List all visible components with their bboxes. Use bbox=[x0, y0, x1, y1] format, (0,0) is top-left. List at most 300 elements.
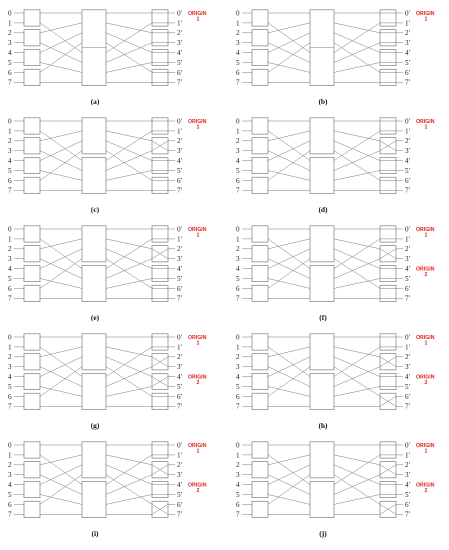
link-wire bbox=[334, 279, 380, 289]
output-label: 3' bbox=[177, 39, 182, 48]
link-wire bbox=[40, 23, 82, 33]
output-label: 6' bbox=[405, 284, 410, 293]
switch-box bbox=[24, 442, 40, 458]
input-label: 0 bbox=[236, 333, 240, 342]
output-label: 1' bbox=[177, 343, 182, 352]
switch-box bbox=[380, 373, 396, 389]
output-label: 5' bbox=[405, 166, 410, 175]
input-label: 4 bbox=[236, 373, 240, 381]
input-label: 7 bbox=[8, 294, 12, 303]
link-wire bbox=[40, 239, 82, 249]
link-wire bbox=[334, 259, 380, 279]
link-wire bbox=[40, 43, 82, 63]
origin-number: 1 bbox=[424, 340, 428, 347]
output-label: 5' bbox=[177, 382, 182, 391]
origin-number: 2 bbox=[424, 272, 428, 279]
switch-box bbox=[152, 30, 168, 46]
link-wire bbox=[40, 141, 82, 161]
origin-label: ORIGIN bbox=[416, 10, 435, 17]
link-wire bbox=[268, 151, 310, 181]
switch-box bbox=[380, 49, 396, 65]
input-label: 3 bbox=[8, 255, 12, 264]
switch-box bbox=[24, 285, 40, 301]
link-wire bbox=[106, 279, 152, 289]
link-wire bbox=[106, 63, 152, 73]
link-wire bbox=[40, 43, 82, 73]
input-label: 2 bbox=[8, 29, 12, 38]
link-wire bbox=[334, 357, 380, 377]
link-wire bbox=[334, 171, 380, 181]
middle-switch-lower bbox=[82, 265, 106, 301]
link-wire bbox=[334, 455, 380, 485]
link-wire bbox=[268, 23, 310, 53]
link-wire bbox=[40, 23, 82, 53]
input-label: 4 bbox=[236, 481, 240, 489]
origin-number: 2 bbox=[196, 488, 200, 495]
link-wire bbox=[268, 475, 310, 495]
switch-box bbox=[24, 393, 40, 409]
input-label: 3 bbox=[236, 471, 240, 480]
output-label: 6' bbox=[177, 500, 182, 509]
link-wire bbox=[268, 63, 310, 73]
output-label: 4' bbox=[177, 157, 182, 165]
output-label: 6' bbox=[405, 68, 410, 77]
switch-box bbox=[380, 177, 396, 193]
input-label: 0 bbox=[236, 441, 240, 450]
link-wire bbox=[268, 43, 310, 63]
switch-box bbox=[152, 177, 168, 193]
link-wire bbox=[106, 239, 152, 249]
origin-label: ORIGIN bbox=[188, 374, 207, 381]
link-wire bbox=[334, 475, 380, 495]
input-label: 3 bbox=[236, 255, 240, 264]
output-label: 0' bbox=[177, 333, 182, 342]
link-wire bbox=[106, 23, 152, 53]
output-label: 0' bbox=[405, 117, 410, 126]
output-label: 6' bbox=[405, 500, 410, 509]
switch-box bbox=[380, 157, 396, 173]
output-label: 4' bbox=[177, 49, 182, 57]
output-label: 6' bbox=[177, 284, 182, 293]
input-label: 2 bbox=[236, 353, 240, 362]
switch-box bbox=[24, 177, 40, 193]
switch-box bbox=[252, 69, 268, 85]
link-wire bbox=[106, 239, 152, 269]
input-label: 7 bbox=[8, 78, 12, 87]
input-label: 4 bbox=[236, 49, 240, 57]
panel-h bbox=[236, 333, 435, 430]
origin-number: 1 bbox=[424, 232, 428, 239]
input-label: 6 bbox=[8, 284, 12, 293]
switch-box bbox=[24, 462, 40, 478]
input-label: 5 bbox=[236, 58, 240, 67]
panel-d bbox=[236, 117, 435, 214]
output-label: 6' bbox=[177, 392, 182, 401]
link-wire bbox=[106, 43, 152, 73]
switch-box bbox=[152, 393, 168, 409]
origin-number: 2 bbox=[196, 380, 200, 387]
output-label: 0' bbox=[405, 333, 410, 342]
panel-a bbox=[8, 9, 207, 106]
switch-box bbox=[24, 138, 40, 154]
output-label: 2' bbox=[177, 461, 182, 470]
switch-box bbox=[152, 226, 168, 242]
switch-box bbox=[252, 118, 268, 134]
output-label: 3' bbox=[405, 147, 410, 156]
switch-box bbox=[152, 265, 168, 281]
output-label: 2' bbox=[405, 245, 410, 254]
output-label: 4' bbox=[405, 49, 410, 57]
link-wire bbox=[334, 141, 380, 161]
input-label: 4 bbox=[236, 157, 240, 165]
output-label: 5' bbox=[405, 490, 410, 499]
switch-box bbox=[24, 10, 40, 26]
output-label: 5' bbox=[177, 166, 182, 175]
input-label: 1 bbox=[236, 127, 240, 136]
input-label: 0 bbox=[8, 9, 12, 18]
switch-box bbox=[252, 354, 268, 370]
link-wire bbox=[268, 455, 310, 485]
input-label: 0 bbox=[236, 117, 240, 126]
link-wire bbox=[40, 455, 82, 465]
origin-label: ORIGIN bbox=[188, 118, 207, 125]
output-label: 2' bbox=[405, 29, 410, 38]
switch-box bbox=[152, 157, 168, 173]
switch-box bbox=[252, 373, 268, 389]
output-label: 0' bbox=[405, 225, 410, 234]
input-label: 5 bbox=[236, 166, 240, 175]
panel-caption: (c) bbox=[90, 205, 100, 214]
switch-box bbox=[252, 285, 268, 301]
switch-box bbox=[380, 334, 396, 350]
output-label: 7' bbox=[177, 186, 182, 195]
link-wire bbox=[106, 367, 152, 397]
input-label: 7 bbox=[236, 402, 240, 411]
link-wire bbox=[334, 259, 380, 289]
input-label: 7 bbox=[236, 186, 240, 195]
output-label: 6' bbox=[405, 392, 410, 401]
link-wire bbox=[268, 279, 310, 289]
link-wire bbox=[334, 43, 380, 63]
switch-box bbox=[380, 10, 396, 26]
link-wire bbox=[334, 495, 380, 505]
link-wire bbox=[268, 347, 310, 357]
output-label: 3' bbox=[177, 363, 182, 372]
middle-switch-upper bbox=[310, 334, 334, 370]
link-wire bbox=[268, 23, 310, 33]
origin-number: 2 bbox=[424, 488, 428, 495]
output-label: 1' bbox=[405, 235, 410, 244]
middle-switch-upper bbox=[82, 118, 106, 154]
input-label: 4 bbox=[8, 157, 12, 165]
input-label: 3 bbox=[236, 39, 240, 48]
origin-label: ORIGIN bbox=[416, 226, 435, 233]
origin-number: 1 bbox=[196, 340, 200, 347]
switch-box bbox=[380, 285, 396, 301]
switch-box bbox=[252, 10, 268, 26]
switch-box bbox=[24, 118, 40, 134]
switch-box bbox=[152, 69, 168, 85]
panel-caption: (h) bbox=[318, 421, 328, 430]
middle-switch-upper bbox=[82, 226, 106, 262]
input-label: 5 bbox=[8, 58, 12, 67]
output-label: 2' bbox=[177, 137, 182, 146]
link-wire bbox=[106, 475, 152, 495]
input-label: 1 bbox=[8, 127, 12, 136]
link-wire bbox=[106, 249, 152, 269]
panel-j bbox=[236, 441, 435, 538]
link-wire bbox=[40, 131, 82, 161]
middle-switch-lower bbox=[82, 481, 106, 517]
link-wire bbox=[334, 23, 380, 33]
switch-box bbox=[252, 265, 268, 281]
middle-switch-lower bbox=[310, 373, 334, 409]
link-wire bbox=[268, 151, 310, 171]
output-label: 2' bbox=[177, 29, 182, 38]
output-label: 5' bbox=[405, 382, 410, 391]
link-wire bbox=[334, 131, 380, 161]
output-label: 3' bbox=[405, 471, 410, 480]
input-label: 1 bbox=[236, 451, 240, 460]
output-label: 2' bbox=[405, 353, 410, 362]
output-label: 2' bbox=[405, 137, 410, 146]
input-label: 1 bbox=[8, 451, 12, 460]
panel-caption: (e) bbox=[90, 313, 100, 322]
input-label: 6 bbox=[8, 500, 12, 509]
output-label: 0' bbox=[177, 117, 182, 126]
output-label: 3' bbox=[177, 147, 182, 156]
input-label: 3 bbox=[236, 363, 240, 372]
panel-f bbox=[236, 225, 435, 322]
output-label: 4' bbox=[405, 265, 410, 273]
switch-box bbox=[152, 10, 168, 26]
output-label: 7' bbox=[177, 510, 182, 519]
output-label: 0' bbox=[177, 441, 182, 450]
input-label: 2 bbox=[8, 245, 12, 254]
switch-box bbox=[380, 442, 396, 458]
input-label: 3 bbox=[8, 363, 12, 372]
switch-box bbox=[380, 69, 396, 85]
panel-caption: (i) bbox=[91, 529, 99, 538]
input-label: 6 bbox=[236, 284, 240, 293]
output-label: 4' bbox=[405, 157, 410, 165]
switch-box bbox=[24, 49, 40, 65]
link-wire bbox=[268, 43, 310, 73]
input-label: 5 bbox=[8, 490, 12, 499]
link-wire bbox=[40, 495, 82, 505]
origin-label: ORIGIN bbox=[188, 334, 207, 341]
link-wire bbox=[40, 475, 82, 505]
switch-box bbox=[380, 226, 396, 242]
output-label: 4' bbox=[177, 265, 182, 273]
input-label: 2 bbox=[8, 353, 12, 362]
link-wire bbox=[106, 141, 152, 161]
switch-box bbox=[252, 226, 268, 242]
link-wire bbox=[268, 171, 310, 181]
input-label: 4 bbox=[8, 49, 12, 57]
input-label: 1 bbox=[236, 343, 240, 352]
output-label: 5' bbox=[405, 58, 410, 67]
link-wire bbox=[334, 455, 380, 465]
switch-box bbox=[252, 138, 268, 154]
output-label: 0' bbox=[177, 9, 182, 18]
input-label: 7 bbox=[236, 510, 240, 519]
input-label: 3 bbox=[8, 471, 12, 480]
link-wire bbox=[106, 131, 152, 141]
middle-switch-lower bbox=[310, 157, 334, 193]
link-wire bbox=[106, 43, 152, 63]
output-label: 3' bbox=[405, 255, 410, 264]
output-label: 1' bbox=[405, 127, 410, 136]
switch-box bbox=[152, 442, 168, 458]
output-label: 7' bbox=[177, 294, 182, 303]
input-label: 2 bbox=[236, 29, 240, 38]
input-label: 6 bbox=[8, 68, 12, 77]
switch-box bbox=[252, 501, 268, 517]
link-wire bbox=[268, 141, 310, 161]
link-wire bbox=[334, 33, 380, 53]
link-wire bbox=[106, 151, 152, 181]
link-wire bbox=[106, 23, 152, 33]
input-label: 5 bbox=[236, 274, 240, 283]
output-label: 4' bbox=[405, 373, 410, 381]
middle-switch-lower bbox=[310, 481, 334, 517]
origin-label: ORIGIN bbox=[188, 442, 207, 449]
input-label: 3 bbox=[236, 147, 240, 156]
switch-box bbox=[252, 462, 268, 478]
output-label: 7' bbox=[405, 510, 410, 519]
switch-box bbox=[252, 177, 268, 193]
input-label: 7 bbox=[8, 402, 12, 411]
switch-box bbox=[24, 157, 40, 173]
input-label: 3 bbox=[8, 147, 12, 156]
switch-box bbox=[24, 501, 40, 517]
output-label: 6' bbox=[177, 68, 182, 77]
link-wire bbox=[40, 131, 82, 141]
link-wire bbox=[40, 151, 82, 181]
link-wire bbox=[268, 367, 310, 397]
link-wire bbox=[334, 475, 380, 505]
origin-label: ORIGIN bbox=[416, 334, 435, 341]
input-label: 4 bbox=[236, 265, 240, 273]
output-label: 0' bbox=[177, 225, 182, 234]
link-wire bbox=[268, 465, 310, 485]
origin-label: ORIGIN bbox=[416, 266, 435, 273]
output-label: 4' bbox=[177, 373, 182, 381]
panel-caption: (f) bbox=[319, 313, 327, 322]
input-label: 1 bbox=[8, 343, 12, 352]
origin-number: 1 bbox=[196, 448, 200, 455]
link-wire bbox=[268, 249, 310, 269]
output-label: 2' bbox=[405, 461, 410, 470]
origin-label: ORIGIN bbox=[416, 118, 435, 125]
origin-number: 2 bbox=[424, 380, 428, 387]
output-label: 3' bbox=[177, 471, 182, 480]
link-wire bbox=[334, 151, 380, 171]
link-wire bbox=[106, 455, 152, 465]
input-label: 0 bbox=[236, 9, 240, 18]
link-wire bbox=[106, 171, 152, 181]
switch-box bbox=[252, 30, 268, 46]
origin-label: ORIGIN bbox=[188, 482, 207, 489]
origin-number: 1 bbox=[196, 232, 200, 239]
switch-box bbox=[380, 481, 396, 497]
link-wire bbox=[40, 259, 82, 289]
output-label: 7' bbox=[405, 294, 410, 303]
origin-number: 1 bbox=[424, 16, 428, 23]
link-wire bbox=[106, 357, 152, 377]
origin-label: ORIGIN bbox=[416, 482, 435, 489]
link-wire bbox=[40, 357, 82, 377]
link-wire bbox=[106, 131, 152, 161]
output-label: 1' bbox=[177, 235, 182, 244]
link-wire bbox=[40, 465, 82, 485]
input-label: 7 bbox=[8, 186, 12, 195]
output-label: 6' bbox=[405, 176, 410, 185]
link-wire bbox=[334, 465, 380, 485]
output-label: 7' bbox=[405, 186, 410, 195]
middle-switch-upper bbox=[310, 442, 334, 478]
switch-box bbox=[24, 246, 40, 262]
link-wire bbox=[268, 131, 310, 161]
output-label: 7' bbox=[405, 402, 410, 411]
link-wire bbox=[268, 347, 310, 377]
switch-box bbox=[24, 334, 40, 350]
link-wire bbox=[106, 259, 152, 279]
output-label: 0' bbox=[405, 441, 410, 450]
input-label: 4 bbox=[8, 373, 12, 381]
middle-switch-upper bbox=[310, 226, 334, 262]
input-label: 5 bbox=[8, 274, 12, 283]
link-wire bbox=[268, 475, 310, 505]
link-wire bbox=[334, 367, 380, 387]
link-wire bbox=[334, 63, 380, 73]
link-wire bbox=[334, 43, 380, 73]
link-wire bbox=[334, 347, 380, 357]
output-label: 1' bbox=[405, 19, 410, 28]
input-label: 1 bbox=[8, 19, 12, 28]
input-label: 4 bbox=[8, 481, 12, 489]
input-label: 1 bbox=[236, 19, 240, 28]
link-wire bbox=[334, 387, 380, 397]
input-label: 4 bbox=[8, 265, 12, 273]
link-wire bbox=[40, 239, 82, 269]
input-label: 0 bbox=[8, 117, 12, 126]
input-label: 0 bbox=[8, 441, 12, 450]
switch-box bbox=[152, 118, 168, 134]
output-label: 1' bbox=[177, 19, 182, 28]
input-label: 6 bbox=[236, 68, 240, 77]
link-wire bbox=[268, 33, 310, 53]
input-label: 2 bbox=[236, 137, 240, 146]
input-label: 6 bbox=[236, 392, 240, 401]
middle-switch-upper bbox=[82, 442, 106, 478]
middle-switch-lower bbox=[310, 265, 334, 301]
panel-caption: (g) bbox=[90, 421, 100, 430]
link-wire bbox=[334, 131, 380, 141]
link-wire bbox=[106, 367, 152, 387]
origin-number: 1 bbox=[196, 16, 200, 23]
input-label: 3 bbox=[8, 39, 12, 48]
link-wire bbox=[334, 367, 380, 397]
link-wire bbox=[268, 367, 310, 387]
input-label: 7 bbox=[8, 510, 12, 519]
output-label: 6' bbox=[177, 176, 182, 185]
link-wire bbox=[40, 367, 82, 387]
switch-box bbox=[24, 373, 40, 389]
output-label: 2' bbox=[177, 353, 182, 362]
link-wire bbox=[334, 249, 380, 269]
